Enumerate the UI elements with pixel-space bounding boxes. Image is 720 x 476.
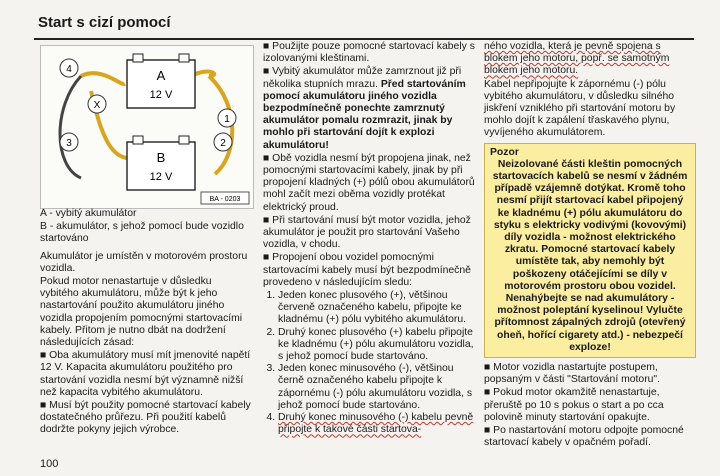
battery-b-label: B [156,150,166,165]
warning-body: Neizolované části kleštin pomocných startovacích kabelů se nesmí v žádném případě vzájemně dotýkat. Kromě toho nesmí přijít startovací kabel připojený ke kladnému (+) pólu akumulátoru do styku s elektricky vodivými (kovovými) díly vozidla - možnost elektrického zkratu. Pomocné startovací kabely umístěte tak, aby nemohly být poškozeny otáčejícími se díly v motorovém prostoru obou vozidel. Nenahýbejte se nad akumulátory - možnost poleptání kyselinou! Vylučte přítomnost zápalných zdrojů (otevřený oheň, hořící cigarety atd.) - nebezpečí exploze! [492,158,688,353]
figure-code: BA - 0203 [209,196,241,203]
callout-4: 4 [66,64,72,75]
paragraph-intro: Pokud motor nenastartuje v důsledku vybitého akumulátoru, může být k jeho nastartování použito akumulátoru jiného vozidla propojením pomocnými startovacími kabely. Přitom je nutno dbát na dodržení následujících zásad: [40,276,243,349]
bullet-engine-running: ■ Při startování musí být motor vozidla, jehož akumulátor je použit pro startování Vašeho vozidla, v chodu. [263,215,478,252]
bullet-voltage: ■ Oba akumulátory musí mít jmenovité napětí 12 V. Kapacita akumulátoru použitého pro startování vozidla nesmí být významně nižší než kapacita vybitého akumulátoru. [40,350,252,399]
diagram-svg [41,46,253,208]
battery-a-voltage: 12 V [149,89,173,101]
step-2: 2. Druhý konec plusového (+) kabelu připojte ke kladnému (+) pólu akumulátoru vozidla, s jehož pomocí bude startováno. [278,327,478,364]
paragraph-continued: ného vozidla, která je pevně spojena s blokem jeho motoru, popř. se samotným blokem jeho motoru. [484,41,670,77]
paragraph-location: Akumulátor je umístěn v motorovém prostoru vozidla. [40,250,248,274]
step-1: 1. Jeden konec plusového (+), většinou červeně označeného kabelu, připojte ke kladnému (+) pólu vybitého akumulátoru. [278,290,478,327]
bullet-freeze-normal: ■ Vybitý akumulátor může zamrznout již při několika stupních mrazu. [263,66,461,89]
bullet-retry: ■ Pokud motor okamžitě nenastartuje, přeruště po 10 s pokus o start a po cca polovině minuty startování opakujte. [484,387,696,424]
bullet-freeze [263,66,478,151]
page-header [34,8,694,40]
legend-a: A - vybitý akumulátor [40,208,137,219]
page-number: 100 [40,458,59,470]
step-4: 4. Druhý konec minusového (-) kabelu pevně připojte k takové části startova- [278,412,478,436]
column-left [40,208,252,438]
callout-2: 2 [220,138,226,149]
battery-b-voltage: 12 V [149,171,173,183]
column-right [484,41,696,451]
bullet-cables: ■ Musí být použity pomocné startovací kabely dostatečného průřezu. Při použití kabelů dodržte pokyny jejich výrobce. [40,400,252,437]
callout-3: 3 [66,138,72,149]
bullet-start-engine: ■ Motor vozidla nastartujte postupem, popsaným v části "Startování motoru". [484,362,696,386]
legend-b: B - akumulátor, s jehož pomocí bude vozidlo startováno [40,221,244,245]
bullet-disconnect: ■ Po nastartování motoru odpojte pomocné startovací kabely v opačném pořadí. [484,425,696,449]
warning-box [484,143,696,358]
bullet-sequence: ■ Propojení obou vozidel pomocnými startovacími kabely musí být bezpodmínečně provedeno v následujícím sledu: [263,252,478,289]
paragraph-no-negative: Kabel nepřipojujte k zápornému (-) pólu vybitého akumulátoru, v důsledku silného jiskření vzniklého při startování motoru by mohlo dojít k zapálení třaskavého plynu, vyvíjeného akumulátorem. [484,78,676,139]
battery-a-label: A [156,68,166,83]
step-3: 3. Jeden konec minusového (-), většinou černě označeného kabelu připojte k zápornému (-) pólu akumulátoru vozidla, s jehož pomocí bude startováno. [278,363,478,412]
page-title: Start s cizí pomocí [38,14,171,31]
connection-steps [263,290,478,436]
bullet-no-contact: ■ Obě vozidla nesmí být propojena jinak, než pomocnými startovacími kabely, jinak by při propojení kladných (+) pólů obou akumulátorů mohl začít mezi oběma vozidly protékat elektrický proud. [263,153,478,214]
callout-1: 1 [224,114,230,125]
bullet-freeze-warning: Před startováním pomocí akumulátoru jiného vozidla bezpodmínečně ponechte zamrznutý akumulátor pomalu rozmrazit, jinak by mohlo při startování dojít k explozi akumulátoru! [263,78,466,151]
callout-x: X [93,100,101,111]
jump-start-diagram [40,45,254,209]
bullet-insulated: ■ Použijte pouze pomocné startovací kabely s izolovanými kleštinami. [263,41,478,65]
warning-title: Pozor [490,146,519,158]
column-middle [263,41,478,437]
